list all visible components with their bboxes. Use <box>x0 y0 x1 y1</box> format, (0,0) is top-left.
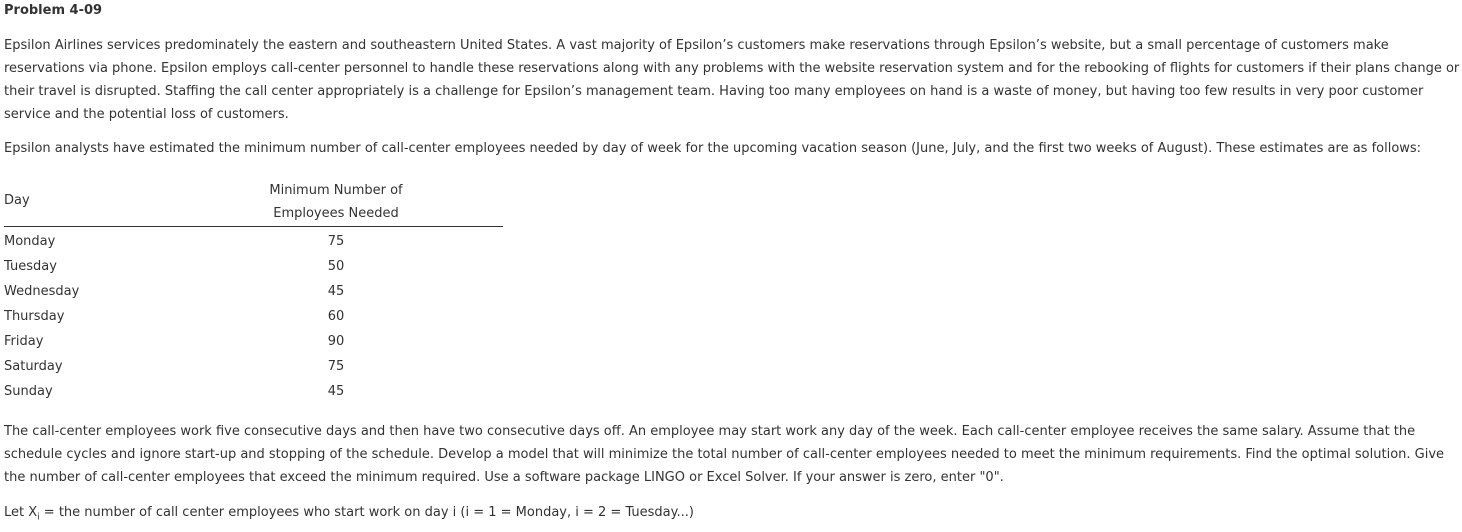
instructions-paragraph: The call-center employees work five consecutive days and then have two consecutive days off. An employee may start work any day of the week. Each call-center employee receives the same salary. Assume that the schedule cycles and ignore start-up and stopping of the schedule. Develop a model that will minimize the total number of call-center employees needed to meet the minimum requirements. Find the optimal solution. Give the number of call-center employees that exceed the minimum required. Use a software package LINGO or Excel Solver. If your answer is zero, enter "0". <box>4 424 1445 485</box>
row-value: 45 <box>327 284 345 299</box>
table-row <box>4 230 503 255</box>
header-min-employees <box>252 179 420 225</box>
row-value: 45 <box>327 384 345 399</box>
header-min-line2: Employees Needed <box>273 206 399 221</box>
row-value: 50 <box>327 259 345 274</box>
header-min-line1: Minimum Number of <box>269 183 403 198</box>
row-day: Thursday <box>4 309 65 324</box>
row-day: Sunday <box>4 384 53 399</box>
table-row <box>4 255 503 280</box>
table-row <box>4 355 503 380</box>
variable-definition <box>4 501 1460 530</box>
row-day: Tuesday <box>4 259 57 274</box>
table-header <box>4 179 503 227</box>
staffing-table <box>4 179 503 405</box>
table-row <box>4 280 503 305</box>
row-value: 75 <box>327 359 345 374</box>
row-value: 90 <box>327 334 345 349</box>
problem-title: Problem 4-09 <box>4 3 103 18</box>
row-day: Monday <box>4 234 56 249</box>
row-day: Wednesday <box>4 284 80 299</box>
row-value: 75 <box>327 234 345 249</box>
variable-rest: = the number of call center employees who start work on day i (i = 1 = Monday, i = 2 = Tuesday...) <box>39 505 694 520</box>
variable-subscript: i <box>37 512 40 523</box>
intro-paragraph: Epsilon Airlines services predominately the eastern and southeastern United States. A vast majority of Epsilon’s customers make reservations through Epsilon’s website, but a small percentage of customers make reservations via phone. Epsilon employs call-center personnel to handle these reservations along with any problems with the website reservation system and for the rebooking of flights for customers if their plans change or their travel is disrupted. Staffing the call center appropriately is a challenge for Epsilon’s management team. Having too many employees on hand is a waste of money, but having too few results in very poor customer service and the potential loss of customers. <box>4 38 1460 122</box>
variable-prefix: Let X <box>4 505 38 520</box>
table-body <box>4 227 503 405</box>
table-row <box>4 330 503 355</box>
table-row <box>4 305 503 330</box>
table-row <box>4 380 503 405</box>
row-day: Saturday <box>4 359 63 374</box>
header-day: Day <box>4 193 30 208</box>
estimates-paragraph: Epsilon analysts have estimated the minimum number of call-center employees needed by day of week for the upcoming vacation season (June, July, and the first two weeks of August). These estimates are as follows: <box>4 141 1422 156</box>
row-day: Friday <box>4 334 44 349</box>
row-value: 60 <box>327 309 345 324</box>
